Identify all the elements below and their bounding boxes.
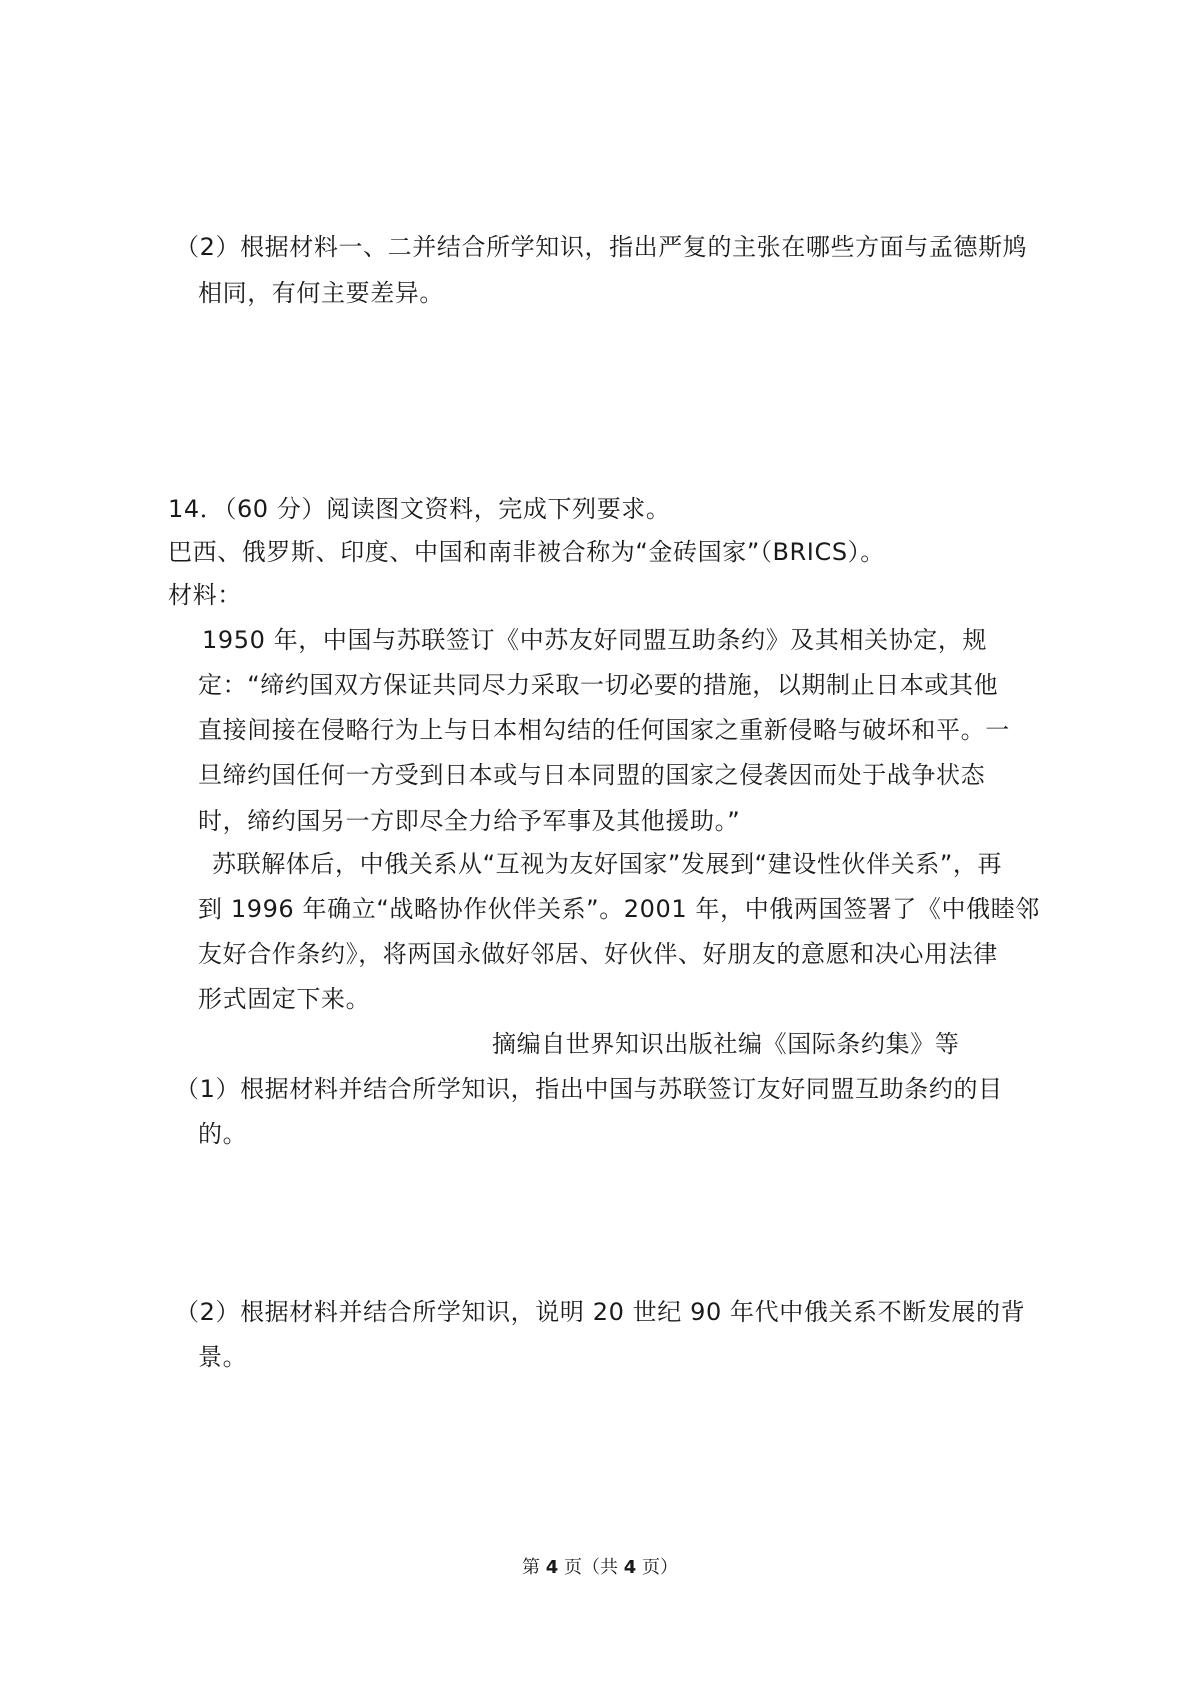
- q14-source: 摘编自世界知识出版社编《国际条约集》等: [492, 1030, 960, 1058]
- q14-intro: 巴西、俄罗斯、印度、中国和南非被合称为“金砖国家”（BRICS）。: [168, 538, 885, 566]
- q13-sub2-line1: （2）根据材料一、二并结合所学知识，指出严复的主张在哪些方面与孟德斯鸠: [175, 233, 1028, 261]
- q14-header: 14．（60 分）阅读图文资料，完成下列要求。: [168, 495, 671, 523]
- page-footer: [0, 1555, 1200, 1581]
- q14-sub2-line1: （2）根据材料并结合所学知识，说明 20 世纪 90 年代中俄关系不断发展的背: [175, 1298, 1026, 1326]
- footer-page-number: 4: [545, 1557, 559, 1578]
- q14-para1-line3: 直接间接在侵略行为上与日本相勾结的任何国家之重新侵略与破坏和平。一: [198, 716, 1010, 744]
- q14-para2-line1: 苏联解体后，中俄关系从“互视为友好国家”发展到“建设性伙伴关系”，再: [212, 850, 1003, 878]
- q14-para1-line1: 1950 年，中国与苏联签订《中苏友好同盟互助条约》及其相关协定，规: [202, 626, 988, 654]
- q14-para2-line4: 形式固定下来。: [198, 985, 371, 1013]
- footer-mid: 页（共: [564, 1557, 618, 1578]
- q14-para1-line5: 时，缔约国另一方即尽全力给予军事及其他援助。”: [198, 807, 741, 835]
- footer-total-pages: 4: [623, 1557, 637, 1578]
- q14-sub2-line2: 景。: [198, 1343, 248, 1371]
- q14-sub1-line2: 的。: [198, 1120, 248, 1148]
- q14-para2-line3: 友好合作条约》，将两国永做好邻居、好伙伴、好朋友的意愿和决心用法律: [198, 940, 998, 968]
- q14-para1-line4: 旦缔约国任何一方受到日本或与日本同盟的国家之侵袭因而处于战争状态: [198, 761, 986, 789]
- footer-suffix: 页）: [642, 1557, 678, 1578]
- q14-sub1-line1: （1）根据材料并结合所学知识，指出中国与苏联签订友好同盟互助条约的目: [175, 1075, 1003, 1103]
- q13-sub2-line2: 相同，有何主要差异。: [198, 279, 444, 307]
- q14-para2-line2: 到 1996 年确立“战略协作伙伴关系”。2001 年，中俄两国签署了《中俄睦邻: [198, 895, 1040, 923]
- footer-prefix: 第: [522, 1557, 540, 1578]
- q14-para1-line2: 定：“缔约国双方保证共同尽力采取一切必要的措施，以期制止日本或其他: [198, 671, 999, 699]
- q14-material-label: 材料：: [168, 581, 242, 609]
